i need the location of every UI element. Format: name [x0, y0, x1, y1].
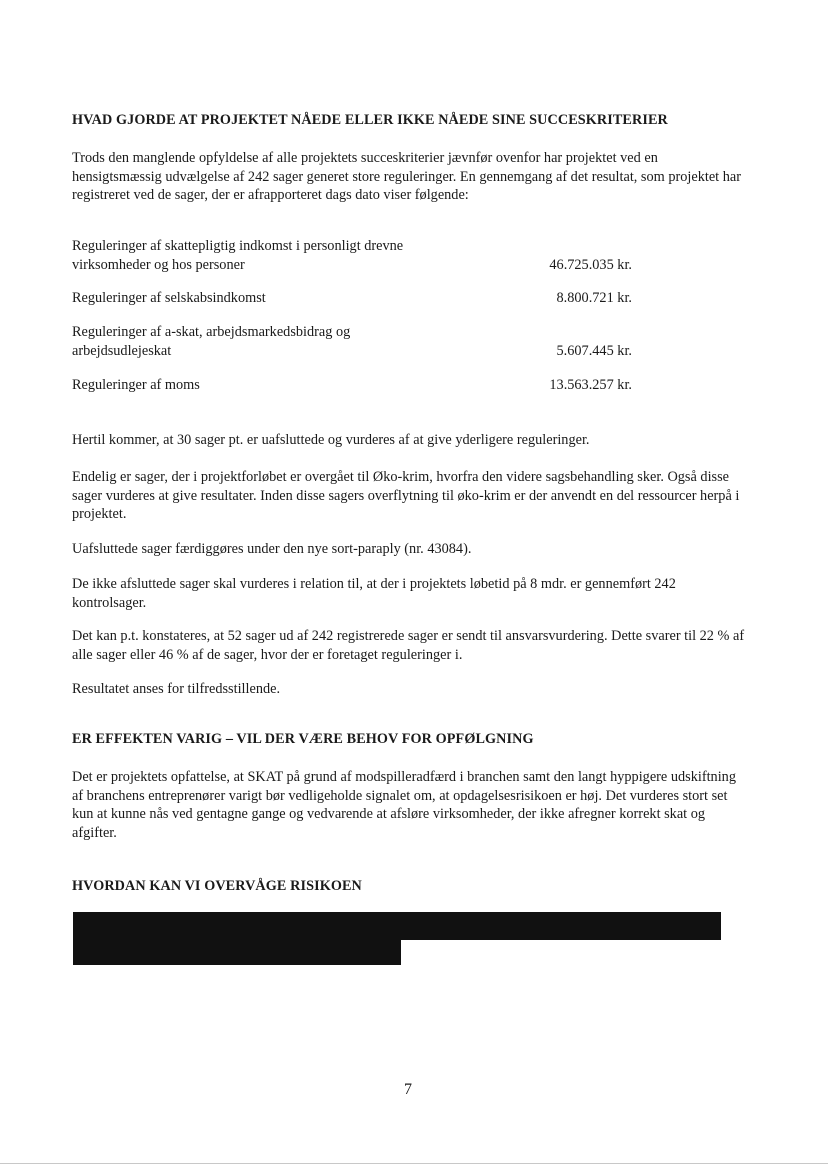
row-label: Reguleringer af a-skat, arbejdsmarkedsbidrag og arbejdsudlejeskat [72, 324, 351, 359]
row-value: 5.607.445 kr. [556, 342, 632, 359]
row-label: Reguleringer af skattepligtig indkomst i personligt drevne virksomheder og hos personer [72, 238, 404, 273]
table-row [72, 237, 632, 274]
table-row [72, 323, 632, 360]
row-label: Reguleringer af moms [72, 377, 200, 393]
paragraph-result: Resultatet anses for tilfredsstillende. [72, 681, 281, 697]
row-value: 8.800.721 kr. [556, 289, 632, 306]
paragraph-uncompleted-cases: Hertil kommer, at 30 sager pt. er uafsluttede og vurderes af at give yderligere reguleringer. [72, 432, 590, 448]
row-value: 46.725.035 kr. [549, 256, 632, 273]
page-edge-divider [0, 1163, 828, 1164]
intro-paragraph: Trods den manglende opfyldelse af alle projektets succeskriterier jævnfør ovenfor har projektet ved en hensigtsmæssig udvælgelse af 242 sager generet store reguleringer. En gennemgang af det resultat, som projektet har registreret ved de sager, der er afrapporteret dags dato viser følgende: [72, 150, 741, 203]
paragraph-sort-paraply: Uafsluttede sager færdiggøres under den nye sort-paraply (nr. 43084). [72, 541, 472, 557]
paragraph-control-cases: De ikke afsluttede sager skal vurderes i relation til, at der i projektets løbetid på 8 mdr. er gennemført 242 kontrolsager. [72, 576, 676, 611]
row-value: 13.563.257 kr. [549, 376, 632, 393]
redaction-bar [73, 940, 401, 965]
table-row [72, 376, 632, 394]
section-heading-success-criteria: HVAD GJORDE AT PROJEKTET NÅEDE ELLER IKKE NÅEDE SINE SUCCESKRITERIER [72, 112, 668, 128]
row-label: Reguleringer af selskabsindkomst [72, 290, 266, 306]
table-row [72, 289, 632, 307]
paragraph-effect: Det er projektets opfattelse, at SKAT på grund af modspilleradfærd i branchen samt den langt hyppigere udskiftning af branchens entreprenører varigt bør vedligeholde signalet om, at opdagelsesrisikoen er høj. Det vurderes stort set kun at kunne nås ved gentagne gange og vedvarende at afsløre virksomheder, der ikke afregner korrekt skat og afgifter. [72, 769, 736, 841]
section-heading-effect: ER EFFEKTEN VARIG – VIL DER VÆRE BEHOV FOR OPFØLGNING [72, 731, 534, 747]
regulation-table [72, 237, 632, 394]
page-number: 7 [404, 1081, 412, 1098]
paragraph-oeko-krim: Endelig er sager, der i projektforløbet er overgået til Øko-krim, hvorfra den videre sagsbehandling sker. Også disse sager vurderes at give resultater. Inden disse sagers overflytning til øko-krim er der anvendt en del ressourcer herpå i projektet. [72, 469, 740, 522]
paragraph-liability-assessment: Det kan p.t. konstateres, at 52 sager ud af 242 registrerede sager er sendt til ansvarsvurdering. Dette svarer til 22 % af alle sager eller 46 % af de sager, hvor der er foretaget reguleringer i. [72, 628, 745, 663]
section-heading-risk-monitoring: HVORDAN KAN VI OVERVÅGE RISIKOEN [72, 878, 362, 894]
redaction-bar [73, 912, 721, 940]
